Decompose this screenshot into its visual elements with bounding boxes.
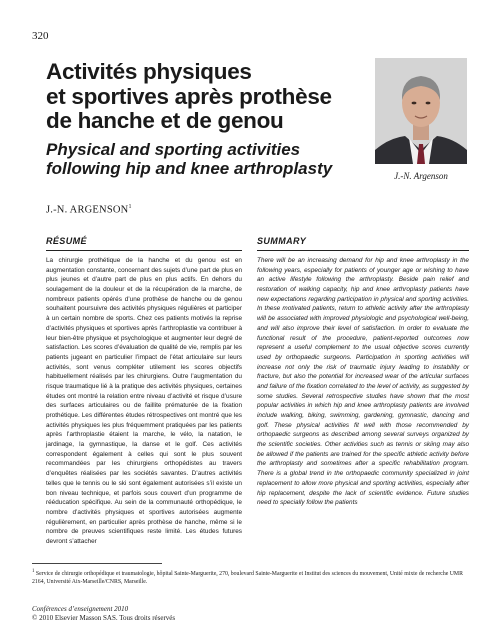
resume-heading: RÉSUMÉ <box>46 236 87 246</box>
footnote-text: Service de chirurgie orthopédique et traumatologie, hôpital Sainte-Marguerite, 270, boulevard Sainte-Marguerite et Institut des sciences du mouvement, Unité mixte de recherche UMR 2164, Université Aix-Marseille/CNRS, Marseille. <box>32 570 463 586</box>
author-portrait-image <box>375 58 467 164</box>
footnote <box>32 568 472 586</box>
title-line: Activités physiques <box>46 59 252 84</box>
photo-caption: J.-N. Argenson <box>394 171 448 181</box>
summary-rule <box>257 250 469 251</box>
title-line: et sportives après prothèse <box>46 83 332 109</box>
resume-rule <box>46 250 242 251</box>
author-photo <box>375 58 467 164</box>
page-number: 320 <box>32 30 49 42</box>
author-name: J.-N. ARGENSON <box>46 204 129 216</box>
summary-text: There will be an increasing demand for hip and knee arthroplasty in the following years, especially for patients of younger age or wishing to have an active lifestyle following the arthroplasty. Beside pain relief and restoration of walking capacity, hip and knee arthroplasty patients have new expectations regarding participation in physical and sporting activities. In these motivated patients, return to athletic activity after the arthroplasty will be associated with improved physiologic and psychological well-being, and will also improve their level of satisfaction. In order to evaluate the functional result of the procedure, patient-reported outcomes now represent a useful complement to the usual objective scores currently used by orthopaedic surgeons. Participation in sporting activities will increase not only the risk of traumatic injury leading to instability or fracture, but also the potential for increased wear of the articular surfaces and failure of the fixation correlated to the level of activity, as suggested by some studies. Several retrospective studies have shown that the most popular activities in which hip and knee arthroplasty patients are involved include walking, biking, swimming, gardening, gymnastic, dancing and golf. These physical activities fit well with those recommended by orthopaedic surgeons as described among several surveys organized by the scientific societies. Other activities such as tennis or skiing may also be allowed if the patients are trained for the specific athletic activity before the arthroplasty and sometimes after a specific rehabilitation program. There is a global trend in the orthopaedic community specialized in joint replacement to allow more physical and sporting activities, especially after hip replacement, despite the lack of scientific evidence. Future studies need to specially follow the patients <box>257 257 469 507</box>
title-line: de hanche et de genou <box>46 108 284 133</box>
subtitle-line: following hip and knee arthroplasty <box>46 159 333 178</box>
author-byline <box>46 204 132 216</box>
footnote-rule <box>32 563 162 564</box>
resume-text: La chirurgie prothétique de la hanche et du genou est en augmentation constante, concernant des sujets d’une part de plus en plus jeunes et d’autre part de plus en plus actifs. En dehors du soulagement de la douleur et de la récupération de la marche, de nombreux patients opérés d’une prothèse de hanche ou de genou souhaitent poursuivre des activités physiques régulières et participer à un certain nombre de sports. Chez ces patients motivés la reprise d’activités physiques et sportives après l’arthroplastie va contribuer à leur bien-être physique et psychologique et augmenter leur degré de satisfaction. Les scores d’évaluation de qualité de vie, remplis par les patients jugeant en particulier l’impact de l’état articulaire sur leurs activités, sont venus compléter utilement les scores objectifs habituellement réalisés par les chirurgiens. Outre l’augmentation du risque traumatique lié à la pratique des activités physiques, certaines études ont montré la relation entre niveau d’activité et risque d’usure des surfaces articulaires ou de faillite prématurée de la fixation prothétique. Les différentes études rétrospectives ont montré que les activités physiques les plus fréquemment pratiquées par les patients après l’arthroplastie étaient la marche, le vélo, la natation, le jardinage, la gymnastique, la danse et le golf. Ces activités correspondent également à celles qui sont le plus souvent recommandées par les chirurgiens orthopédistes au travers d’enquêtes réalisées par les sociétés savantes. D’autres activités telles que le tennis ou le ski sont également autorisées s’il existe un bon niveau technique, et parfois sous couvert d’un programme de rééducation spécifique. Au sein de la communauté orthopédique, le nombre d’activités physiques et sportives autorisées augmente régulièrement, en particulier après prothèse de hanche, même si le nombre de preuves scientifiques reste limité. Les études futures devront s’attacher <box>46 257 242 545</box>
article-subtitle <box>46 140 366 178</box>
subtitle-line: Physical and sporting activities <box>46 140 301 159</box>
copyright-line: © 2010 Elsevier Masson SAS. Tous droits réservés <box>32 614 176 622</box>
footnote-mark: 1 <box>32 569 35 574</box>
journal-name: Conférences d’enseignement 2010 <box>32 605 129 613</box>
affiliation-mark: 1 <box>128 204 132 210</box>
article-title <box>46 60 366 134</box>
summary-heading: SUMMARY <box>257 236 307 246</box>
